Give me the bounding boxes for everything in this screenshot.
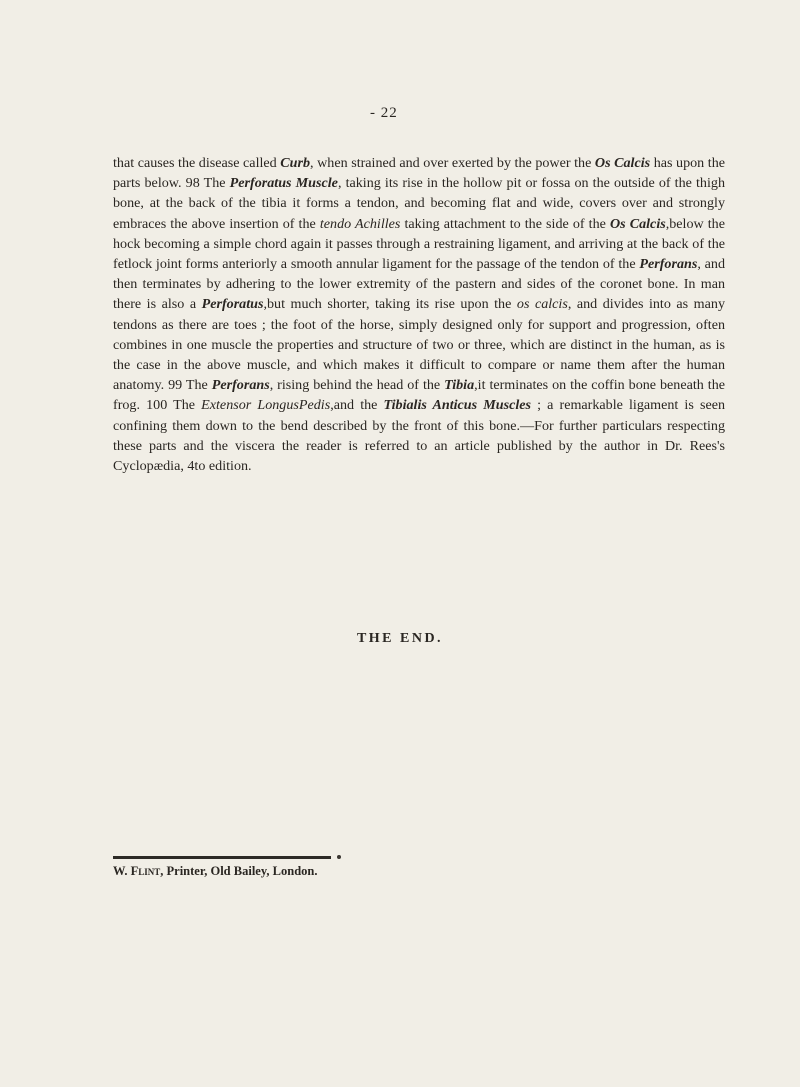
italic-term: Extensor LongusPedis [201, 397, 331, 414]
text-run: ,and the [330, 397, 384, 414]
page-number-value: 22 [380, 105, 398, 121]
italic-term: Perforans [211, 377, 270, 394]
italic-term: Tibialis Anticus Muscles [383, 397, 531, 414]
imprint-name: Flint [130, 864, 161, 878]
italic-term: Tibia [444, 377, 475, 394]
italic-term: Perforatus Muscle [229, 175, 338, 192]
text-run: ,it terminates on the coffin bone beneath the frog. 100 The [113, 377, 725, 414]
italic-term: Os Calcis [594, 155, 651, 171]
printer-rule [113, 856, 331, 859]
page-number [370, 105, 398, 122]
text-run: , and then terminates by adhering to the lower extremity of the pastern and sides of the coronet bone. In man there is also a [113, 256, 725, 313]
printer-imprint [113, 864, 317, 879]
text-run: , and divides into as many tendons as there are toes ; the foot of the horse, simply designed only for support and progression, often combines in one muscle the properties and structure of two or three, which are distinct in the human, as is the case in the above muscle, and which makes it difficult to compare or name them after the human anatomy. 99 The [113, 296, 725, 394]
imprint-rest: , Printer, Old Bailey, London. [160, 864, 318, 878]
italic-term: Curb [280, 155, 311, 171]
imprint-initial: W. [113, 864, 128, 878]
italic-term: Os Calcis [609, 215, 666, 232]
page-number-dash: - [370, 105, 381, 121]
text-run: taking attachment to the side of the [400, 215, 610, 232]
body-paragraph [113, 153, 725, 476]
text-run: ; a remarkable ligament is seen confining them down to the bend described by the front of this bone.—For further particulars respecting these parts and the viscera the reader is referred to an article published by the author in Dr. Rees's Cyclopædia, 4to edition. [113, 397, 725, 475]
italic-term: os calcis [516, 296, 568, 313]
text-run: ,below the hock becoming a simple chord again it passes through a restraining ligament, and arriving at the back of the fetlock joint forms anteriorly a smooth annular ligament for the passage of the tendon of the [113, 215, 725, 273]
text-run: , taking its rise in the hollow pit or fossa on the outside of the thigh bone, at the back of the tibia it forms a tendon, and becoming flat and wide, covers over and strongly embraces the above insertion of the [113, 175, 725, 232]
italic-term: tendo Achilles [319, 215, 401, 232]
the-end-heading: THE END. [356, 631, 444, 646]
text-run: , rising behind the head of the [269, 377, 445, 394]
text-run: that causes the disease called [113, 155, 281, 171]
text-run: ,but much shorter, taking its rise upon the [263, 296, 517, 313]
italic-term: Perforatus [201, 296, 264, 313]
italic-term: Perforans [639, 256, 698, 273]
text-run: has upon the parts below. 98 The [113, 155, 725, 192]
text-run: , when strained and over exerted by the power the [310, 155, 595, 171]
printer-rule-dot [337, 855, 341, 859]
